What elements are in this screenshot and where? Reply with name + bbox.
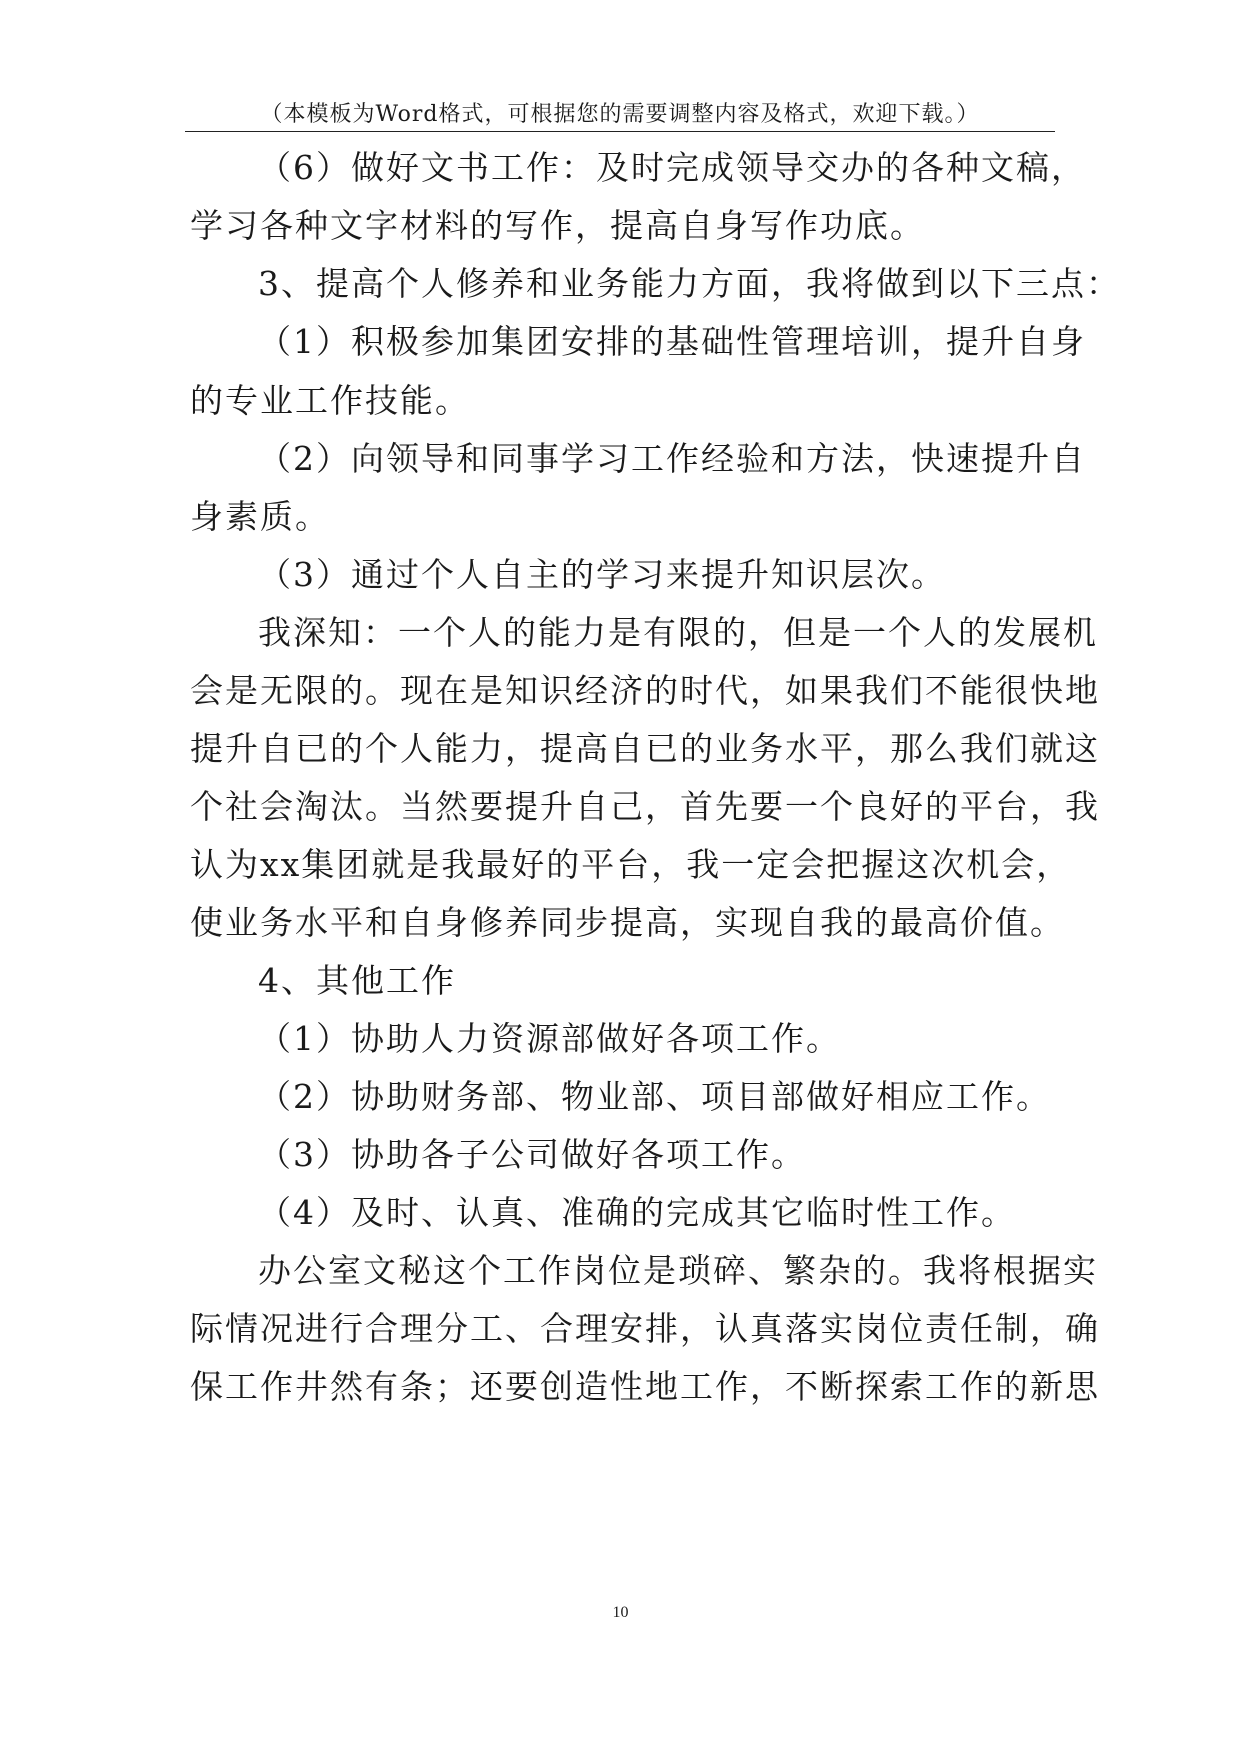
body-line: 个社会淘汰。当然要提升自己，首先要一个良好的平台，我 [190,787,1100,826]
body-line: 办公室文秘这个工作岗位是琐碎、繁杂的。我将根据实 [258,1251,1098,1290]
body-line: 4、其他工作 [258,961,456,1000]
body-line: （3）通过个人自主的学习来提升知识层次。 [258,555,946,594]
body-line: （2）向领导和同事学习工作经验和方法，快速提升自 [258,439,1086,478]
page-number: 10 [612,1604,629,1621]
body-line: 使业务水平和自身修养同步提高，实现自我的最高价值。 [190,903,1065,942]
body-line: 际情况进行合理分工、合理安排，认真落实岗位责任制，确 [190,1309,1100,1348]
body-line: （1）积极参加集团安排的基础性管理培训，提升自身 [258,322,1086,361]
body-line: （4）及时、认真、准确的完成其它临时性工作。 [258,1193,1016,1232]
body-line: 我深知：一个人的能力是有限的，但是一个人的发展机 [258,613,1098,652]
body-line: 会是无限的。现在是知识经济的时代，如果我们不能很快地 [190,671,1100,710]
body-line: 身素质。 [190,497,330,536]
body-line: 保工作井然有条；还要创造性地工作，不断探索工作的新思 [190,1367,1100,1406]
header-note: （本模板为Word格式，可根据您的需要调整内容及格式，欢迎下载。） [260,102,980,127]
body-line: 3、提高个人修养和业务能力方面，我将做到以下三点： [258,264,1121,303]
header-divider [185,131,1055,132]
body-line: （6）做好文书工作：及时完成领导交办的各种文稿， [258,148,1086,187]
body-line: （3）协助各子公司做好各项工作。 [258,1135,806,1174]
body-line: 学习各种文字材料的写作，提高自身写作功底。 [190,206,925,245]
body-line: 认为xx集团就是我最好的平台，我一定会把握这次机会， [190,845,1072,884]
body-line: （2）协助财务部、物业部、项目部做好相应工作。 [258,1077,1051,1116]
body-line: 的专业工作技能。 [190,381,470,420]
body-line: 提升自已的个人能力，提高自已的业务水平，那么我们就这 [190,729,1100,768]
body-line: （1）协助人力资源部做好各项工作。 [258,1019,841,1058]
